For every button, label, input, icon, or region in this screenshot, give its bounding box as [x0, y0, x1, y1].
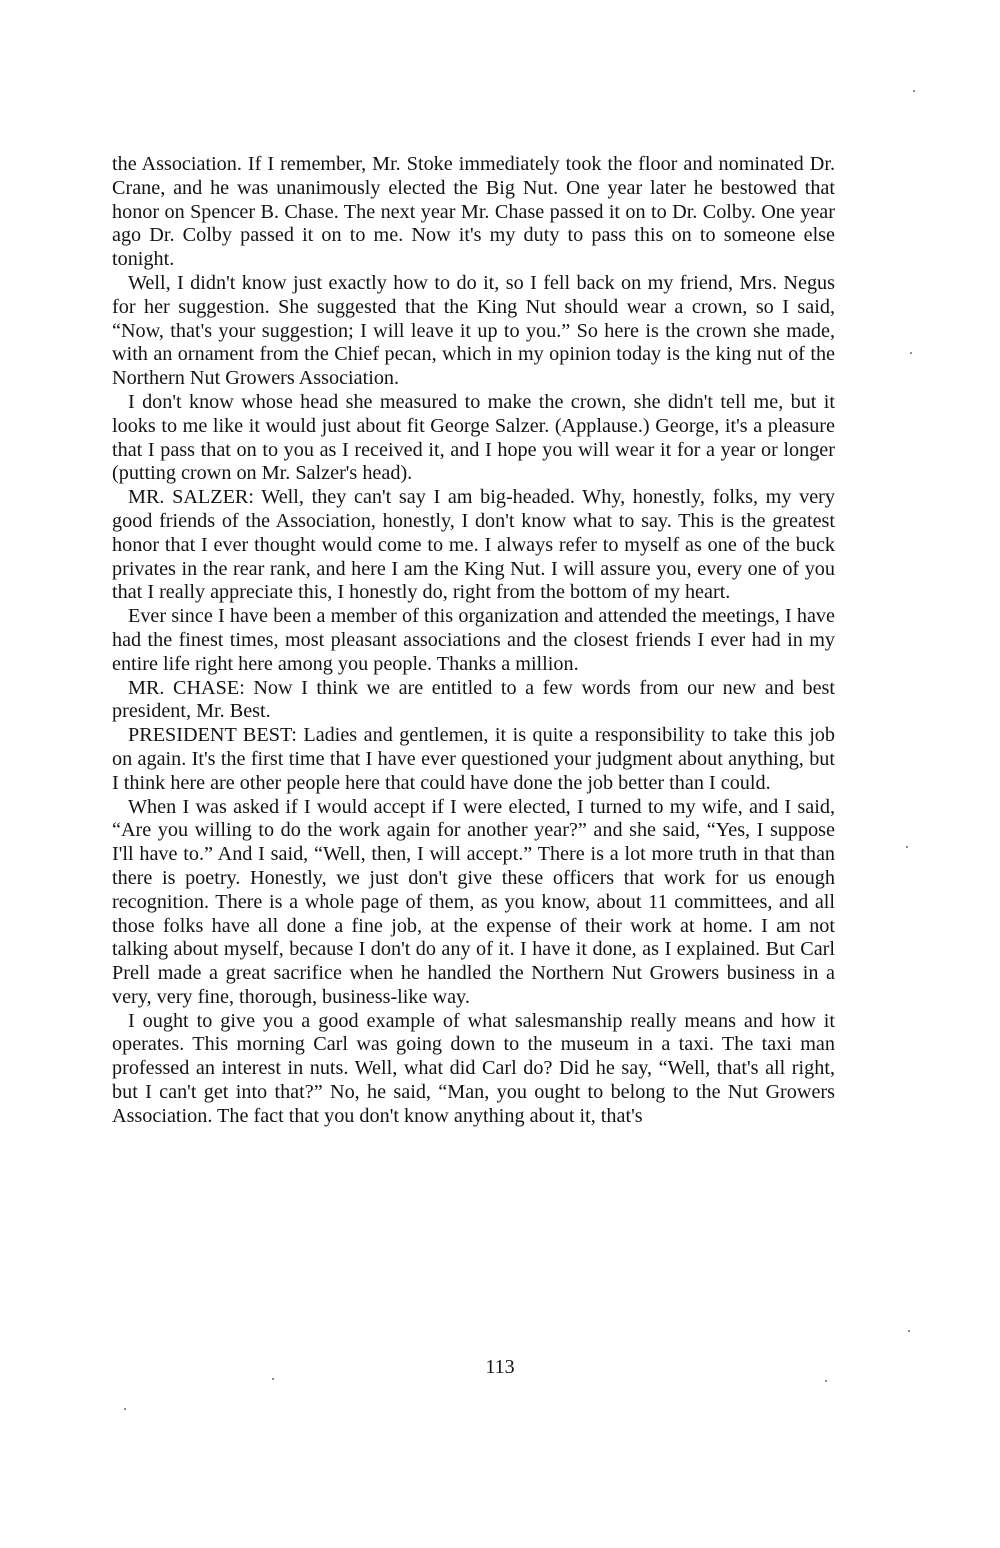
paragraph: Well, I didn't know just exactly how to do it, so I fell back on my friend, Mrs. Negus for her suggestion. She suggested that the King Nut should wear a crown, so I said, “Now, that's your suggestion; I will leave it up to you.” So here is the crown she made, with an ornament from the Chief pecan, which in my opinion today is the king nut of the Northern Nut Growers Association. — [112, 271, 835, 390]
paragraph: PRESIDENT BEST: Ladies and gentlemen, it is quite a responsibility to take this job on again. It's the first time that I have ever questioned your judgment about anything, but I think here are other people here that could have done the job better than I could. — [112, 724, 835, 794]
paragraph: MR. CHASE: Now I think we are entitled to a few words from our new and best president, Mr. Best. — [112, 676, 835, 723]
paragraph: MR. SALZER: Well, they can't say I am big-headed. Why, honestly, folks, my very good friends of the Association, honestly, I don't know what to say. This is the greatest honor that I ever thought would come to me. I always refer to myself as one of the buck privates in the rear rank, and here I am the King Nut. I will assure you, every one of you that I really appreciate this, I honestly do, right from the bottom of my heart. — [112, 486, 835, 604]
paragraph: When I was asked if I would accept if I were elected, I turned to my wife, and I said, “Are you willing to do the work again for another year?” and she said, “Yes, I suppose I'll have to.” And I said, “Well, then, I will accept.” There is a lot more truth in that than there is poetry. Honestly, we just don't give these officers that work for us enough recognition. There is a whole page of them, as you know, about 11 committees, and all those folks have all done a fine job, at the expense of their work at home. I am not talking about myself, because I don't do any of it. I have it done, as I explained. But Carl Prell made a great sacrifice when he handled the Northern Nut Growers business in a very, very fine, thorough, business-like way. — [112, 795, 835, 1008]
scan-speck — [825, 1380, 827, 1382]
paragraph: the Association. If I remember, Mr. Stoke immediately took the floor and nominated Dr. Crane, and he was unanimously elected the Big Nut. One year later he bestowed that honor on Spencer B. Chase. The next year Mr. Chase passed it on to Dr. Colby. One year ago Dr. Colby passed it on to me. Now it's my duty to pass this on to someone else tonight. — [112, 153, 835, 271]
scan-speck — [272, 1378, 274, 1380]
scan-speck — [913, 90, 915, 92]
paragraph: I don't know whose head she measured to make the crown, she didn't tell me, but it looks to me like it would just about fit George Salzer. (Applause.) George, it's a pleasure that I pass that on to you as I received it, and I hope you will wear it for a year or longer (putting crown on Mr. Salzer's head). — [112, 390, 835, 485]
scan-speck — [910, 352, 912, 354]
scan-speck — [908, 1330, 910, 1332]
paragraph: I ought to give you a good example of what salesmanship really means and how it operates. This morning Carl was going down to the museum in a taxi. The taxi man professed an interest in nuts. Well, what did Carl do? Did he say, “Well, that's all right, but I can't get into that?” No, he said, “Man, you ought to belong to the Nut Growers Association. The fact that you don't know anything about it, that's — [112, 1009, 835, 1127]
scan-speck — [124, 1408, 126, 1410]
paragraph: Ever since I have been a member of this organization and attended the meetings, I have had the finest times, most pleasant associations and the closest friends I ever had in my entire life right here among you people. Thanks a million. — [112, 605, 835, 675]
page-number: 113 — [485, 1356, 515, 1378]
body-text — [112, 153, 835, 1129]
scan-speck — [906, 846, 908, 848]
